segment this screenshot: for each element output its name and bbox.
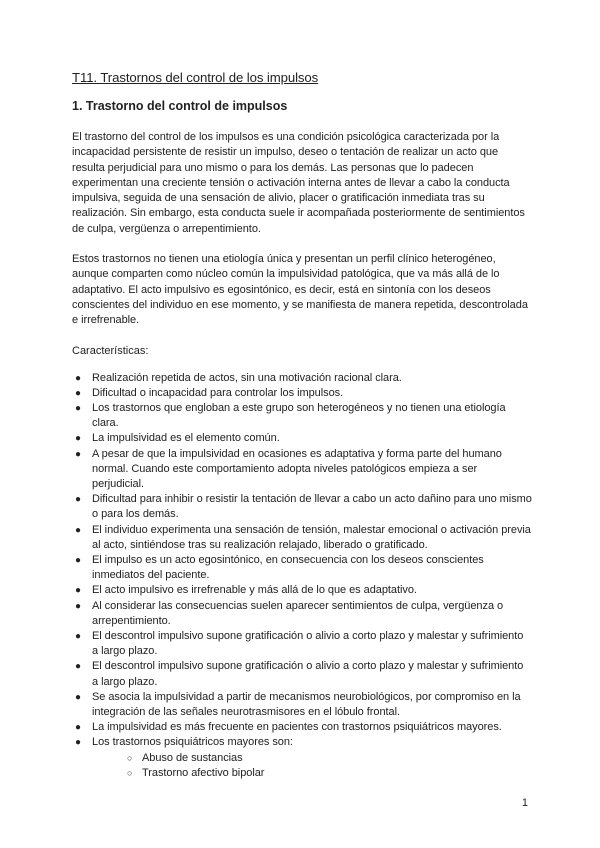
bullet-icon: ●	[75, 722, 81, 734]
document-title: T11. Trastornos del control de los impulsos	[72, 70, 319, 85]
sub-list-item-text: Trastorno afectivo bipolar	[142, 766, 265, 779]
list-item-text: Se asocia la impulsividad a partir de mecanismos neurobiológicos, por compromiso en la integración de las señales neurotrasmisores en el lóbulo frontal.	[92, 690, 521, 719]
list-item-text: El descontrol impulsivo supone gratificación o alivio a corto plazo y malestar y sufrimiento a largo plazo.	[92, 660, 524, 688]
bullet-icon: ●	[75, 433, 81, 445]
bullet-icon: ●	[75, 600, 81, 612]
section-heading: 1. Trastorno del control de impulsos	[72, 99, 288, 113]
document-page	[72, 70, 532, 781]
list-item	[72, 523, 532, 553]
paragraph-1: El trastorno del control de los impulsos es una condición psicológica caracterizada por la incapacidad persistente de resistir un impulso, deseo o tentación de realizar un acto que resulta perjudicial para uno mismo o para los demás. Las personas que lo padecen experimentan una creciente tensión o activación interna antes de llevar a cabo la conducta impulsiva, seguida de una sensación de alivio, placer o gratificación inmediata tras su realización. Sin embargo, esta conducta suele ir acompañada posteriormente de sentimientos de culpa, vergüenza o arrepentimiento.	[72, 131, 525, 235]
bullet-icon: ●	[75, 661, 81, 673]
list-item	[72, 492, 532, 522]
hollow-bullet-icon: ○	[127, 752, 133, 763]
bullet-icon: ●	[75, 631, 81, 643]
list-item-text: El individuo experimenta una sensación de tensión, malestar emocional o activación previa al acto, sintiéndose tras su realización relajado, liberado o gratificado.	[92, 523, 531, 551]
list-item-text: La impulsividad es más frecuente en pacientes con trastornos psiquiátricos mayores.	[92, 721, 502, 734]
bullet-icon: ●	[75, 691, 81, 703]
sub-list-item-text: Abuso de sustancias	[142, 751, 243, 764]
sub-list	[92, 751, 532, 781]
list-item-text: La impulsividad es el elemento común.	[92, 432, 280, 445]
sub-list-item	[127, 751, 532, 766]
sub-list-item	[127, 766, 532, 781]
list-item-text: Dificultad para inhibir o resistir la tentación de llevar a cabo un acto dañino para uno mismo o para los demás.	[92, 493, 532, 521]
page-number: 1	[521, 797, 528, 809]
list-item	[72, 690, 532, 720]
list-item-text: Dificultad o incapacidad para controlar los impulsos.	[92, 386, 344, 399]
bullet-icon: ●	[75, 555, 81, 566]
list-item	[72, 447, 532, 493]
list-item	[72, 735, 532, 781]
characteristics-label: Características:	[72, 344, 149, 357]
list-item-text: Los trastornos psiquiátricos mayores son:	[92, 736, 293, 749]
bullet-icon: ●	[75, 448, 81, 460]
list-item-text: Los trastornos que engloban a este grupo son heterogéneos y no tienen una etiología clara.	[92, 401, 506, 430]
paragraph-2: Estos trastornos no tienen una etiología única y presentan un perfil clínico heterogéneo, aunque comparten como núcleo común la impulsividad patológica, que va más allá de lo adaptativo. El acto impulsivo es egosintónico, es decir, está en sintonía con los deseos conscientes del individuo en ese momento, y se manifiesta de manera repetida, descontrolada e irrefrenable.	[72, 253, 528, 327]
list-item-text: Al considerar las consecuencias suelen aparecer sentimientos de culpa, vergüenza o arrepentimiento.	[92, 599, 504, 627]
list-item	[72, 431, 532, 446]
list-item	[72, 720, 532, 735]
list-item	[72, 659, 532, 689]
list-item	[72, 371, 532, 386]
list-item	[72, 553, 532, 583]
characteristics-list	[72, 371, 532, 781]
bullet-icon: ●	[75, 737, 81, 749]
list-item	[72, 401, 532, 431]
list-item	[72, 386, 532, 401]
bullet-icon: ●	[75, 387, 81, 399]
bullet-icon: ●	[75, 585, 81, 597]
list-item	[72, 583, 532, 598]
list-item-text: El impulso es un acto egosintónico, en consecuencia con los deseos conscientes inmediatos del paciente.	[92, 554, 484, 582]
list-item	[72, 599, 532, 629]
bullet-icon: ●	[75, 402, 81, 414]
bullet-icon: ●	[75, 372, 81, 384]
list-item-text: El acto impulsivo es irrefrenable y más allá de lo que es adaptativo.	[92, 584, 417, 597]
list-item-text: El descontrol impulsivo supone gratificación o alivio a corto plazo y malestar y sufrimiento a largo plazo.	[92, 630, 524, 658]
list-item	[72, 629, 532, 659]
hollow-bullet-icon: ○	[127, 767, 133, 778]
list-item-text: Realización repetida de actos, sin una motivación racional clara.	[92, 371, 402, 384]
bullet-icon: ●	[75, 494, 81, 506]
bullet-icon: ●	[75, 524, 81, 536]
list-item-text: A pesar de que la impulsividad en ocasiones es adaptativa y forma parte del humano normal. Cuando este comportamiento adopta niveles patológicos empieza a ser perjudicial.	[92, 447, 502, 490]
